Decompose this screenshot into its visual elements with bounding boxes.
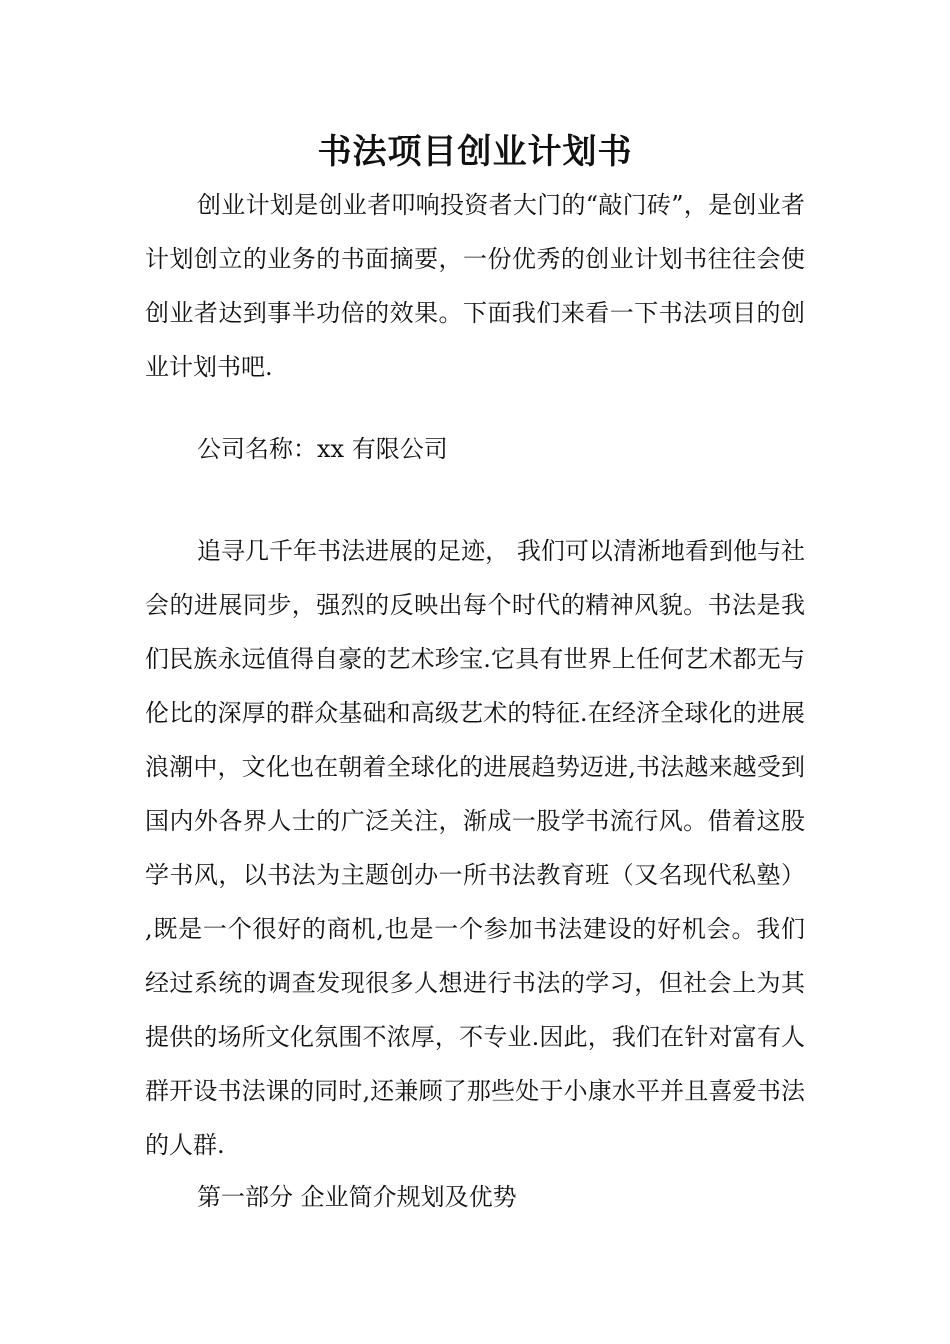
section-heading: 第一部分 企业简介规划及优势: [197, 1183, 517, 1211]
background-paragraph: 追寻几千年书法进展的足迹， 我们可以清淅地看到他与社会的进展同步，强烈的反映出每个时代的精神风貌。书法是我们民族永远值得自豪的艺术珍宝.它具有世界上任何艺术都无与伦比的深厚的群众基础和高级艺术的特征.在经济全球化的进展浪潮中，文化也在朝着全球化的进展趋势迈进,书法越来越受到国内外各界人士的广泛关注，渐成一股学书流行风。借着这股学书风，以书法为主题创办一所书法教育班（又名现代私塾） ,既是一个很好的商机,也是一个参加书法建设的好机会。我们经过系统的调查发现很多人想进行书法的学习，但社会上为其提供的场所文化氛围不浓厚，不专业.因此，我们在针对富有人群开设书法课的同时,还兼顾了那些处于小康水平并且喜爱书法的人群.: [145, 537, 805, 1159]
document-title: 书法项目创业计划书: [317, 132, 633, 172]
intro-paragraph: 创业计划是创业者叩响投资者大门的“敲门砖”，是创业者计划创立的业务的书面摘要，一份优秀的创业计划书往往会使创业者达到事半功倍的效果。下面我们来看一下书法项目的创业计划书吧.: [145, 191, 805, 381]
company-name-paragraph: 公司名称：xx 有限公司: [197, 435, 448, 463]
